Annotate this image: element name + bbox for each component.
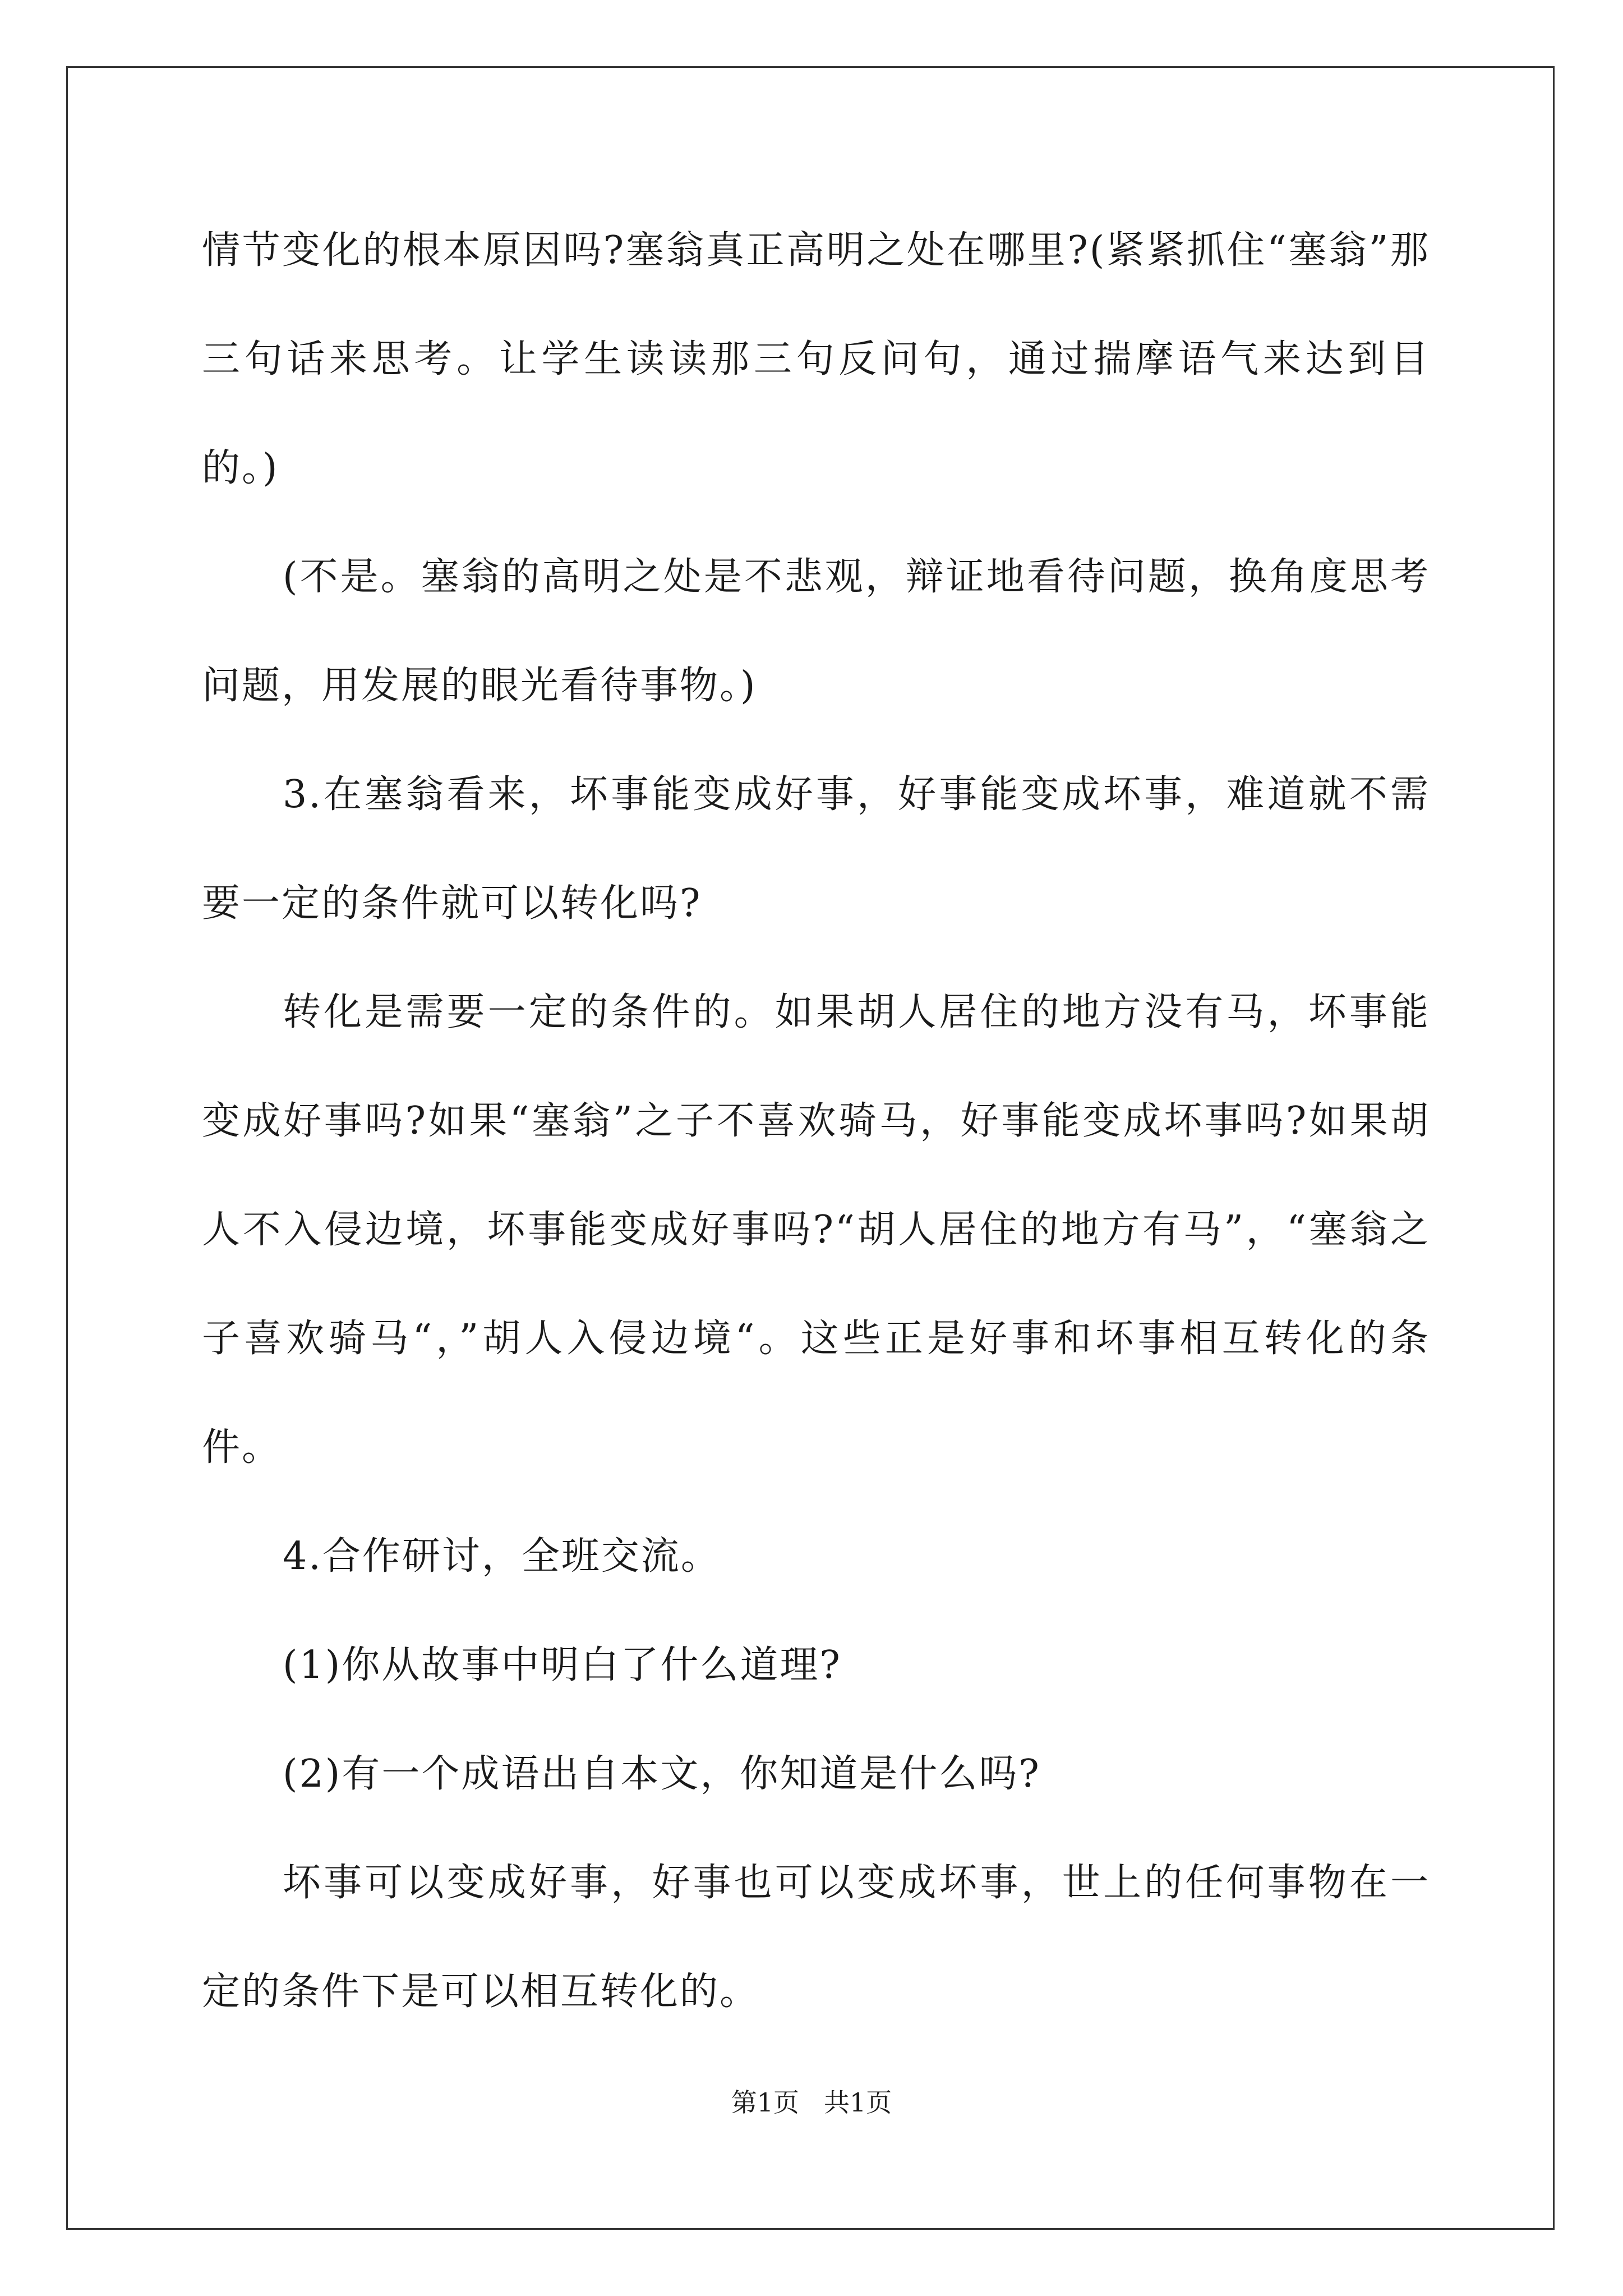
- paragraph-3: 3.在塞翁看来，坏事能变成好事，好事能变成坏事，难道就不需要一定的条件就可以转化吗?: [202, 772, 1430, 926]
- paragraph-5: 4.合作研讨，全班交流。: [283, 1534, 721, 1579]
- page-number: 第1页: [731, 2087, 799, 2118]
- paragraph-7: (2)有一个成语出自本文，你知道是什么吗?: [283, 1752, 1041, 1796]
- document-body: [202, 196, 1430, 2046]
- paragraph-6: (1)你从故事中明白了什么道理?: [283, 1643, 842, 1687]
- page-footer: [0, 2086, 1623, 2119]
- paragraph-1: 情节变化的根本原因吗?塞翁真正高明之处在哪里?(紧紧抓住“塞翁”那三句话来思考。让学生读读那三句反问句，通过揣摩语气来达到目的。): [202, 228, 1430, 490]
- page-total: 共1页: [824, 2087, 892, 2118]
- paragraph-4: 转化是需要一定的条件的。如果胡人居住的地方没有马，坏事能变成好事吗?如果“塞翁”之子不喜欢骑马，好事能变成坏事吗?如果胡人不入侵边境，坏事能变成好事吗?“胡人居住的地方有马”，“塞翁之子喜欢骑马“，”胡人入侵边境“。这些正是好事和坏事相互转化的条件。: [202, 990, 1431, 1470]
- paragraph-8: 坏事可以变成好事，好事也可以变成坏事，世上的任何事物在一定的条件下是可以相互转化的。: [202, 1861, 1430, 2014]
- paragraph-2: (不是。塞翁的高明之处是不悲观，辩证地看待问题，换角度思考问题，用发展的眼光看待事物。): [202, 555, 1430, 708]
